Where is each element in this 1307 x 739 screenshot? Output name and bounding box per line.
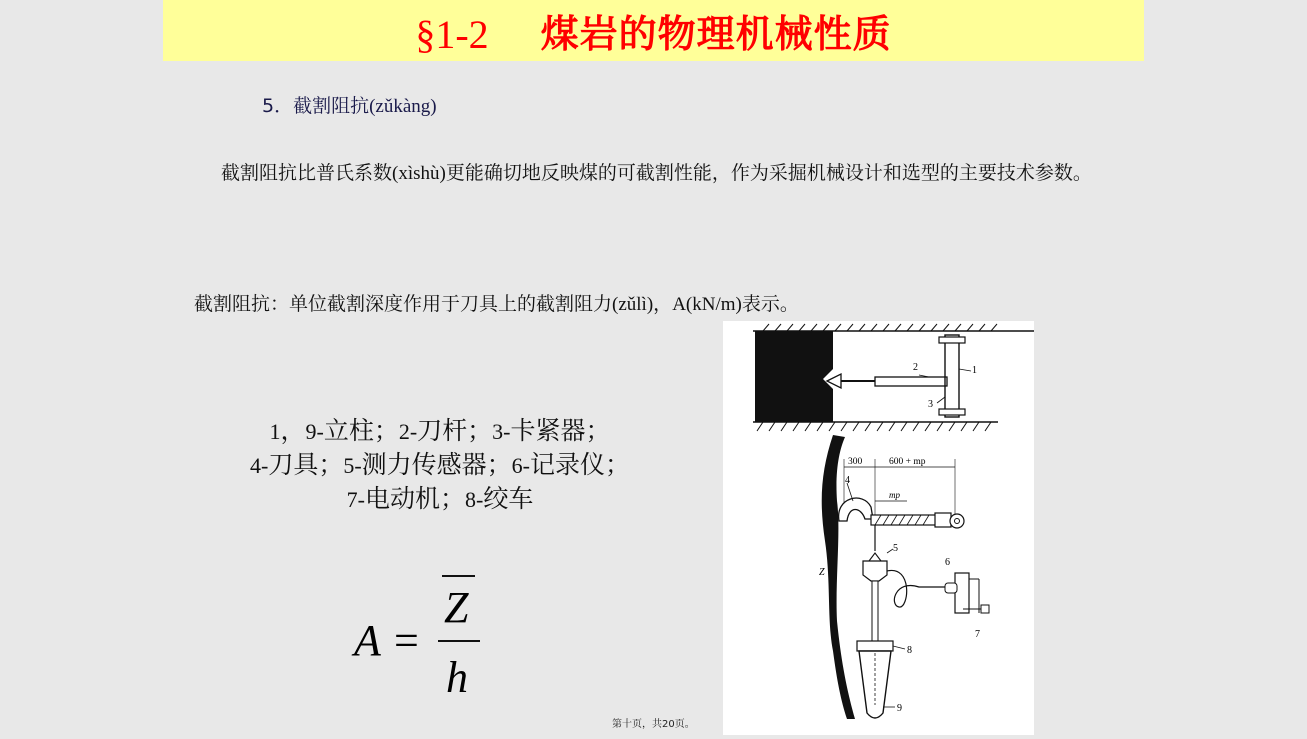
legend-sep: ，: [280, 416, 306, 445]
paragraph-part1: 截割阻抗比普氏系数: [221, 162, 393, 184]
dim-600: 600 + mp: [889, 457, 926, 467]
coal-face: [755, 331, 833, 422]
section-number: §1-2: [415, 12, 489, 57]
legend-text: 刀杆；: [417, 416, 493, 445]
definition-part1: 截割阻抗：单位截割深度作用于刀具上的截割阻力: [194, 293, 613, 315]
subheading-pinyin: (zǔkàng): [369, 96, 437, 117]
label-7: 7: [975, 629, 980, 640]
paragraph-part2: 更能确切地反映煤的可截割性能，作为采掘机械设计和选型的主要技术参数。: [445, 162, 1092, 184]
label-5: 5: [893, 543, 898, 554]
legend-num: 5-: [343, 453, 362, 478]
description-paragraph: [199, 160, 1144, 187]
label-9: 9: [897, 703, 902, 714]
label-4: 4: [845, 475, 850, 486]
floor-hatching: [757, 422, 991, 431]
slide-title-bar: [163, 0, 1144, 61]
legend-line-2: [180, 448, 700, 482]
label-6: 6: [945, 557, 950, 568]
dim-300: 300: [848, 457, 863, 467]
legend-num: 6-: [511, 453, 530, 478]
subheading-text: 5．截割阻抗: [262, 95, 370, 117]
page-footer: 第十页，共20页。: [612, 719, 695, 730]
legend-num: 9-: [305, 419, 324, 444]
cutting-resistance-formula: [350, 568, 510, 708]
definition-part2: 表示。: [741, 293, 799, 315]
cutter-bar: [875, 377, 947, 386]
legend-text: 刀具；: [268, 450, 344, 479]
formula-denominator: h: [446, 653, 468, 702]
legend-num: 8-: [465, 487, 484, 512]
legend-num: 7-: [346, 487, 365, 512]
label-8: 8: [907, 645, 912, 656]
legend-text: 绞车: [483, 484, 534, 513]
cutting-test-figure: [723, 321, 1034, 735]
slide-title: 煤岩的物理机械性质: [540, 12, 892, 56]
recorder: [955, 573, 969, 613]
force-sensor: [863, 561, 887, 581]
label-2: 2: [913, 362, 918, 373]
formula-lhs: A: [354, 616, 381, 665]
figure-legend: [180, 414, 700, 516]
label-3: 3: [928, 399, 933, 410]
coal-seam-profile: [822, 435, 855, 719]
signal-cable: [887, 570, 949, 607]
legend-num: 4-: [249, 453, 269, 478]
definition-sep: ，: [653, 293, 673, 315]
definition-line: [194, 289, 799, 316]
formula-equals: =: [394, 616, 419, 665]
label-mp: mp: [889, 490, 900, 500]
legend-num: 1: [269, 419, 281, 444]
winch: [857, 641, 893, 651]
legend-text: 记录仪；: [530, 450, 631, 479]
legend-text: 卡紧器；: [510, 416, 611, 445]
motor: [981, 605, 989, 613]
legend-text: 测力传感器；: [361, 450, 512, 479]
paragraph-pinyin: (xìshù): [392, 163, 446, 184]
subheading: [262, 91, 437, 118]
definition-pinyin: (zǔlì): [612, 294, 654, 315]
figure-diagram: [723, 321, 1034, 735]
label-z: Z: [819, 567, 825, 578]
roof-hatching: [763, 324, 997, 331]
legend-text: 电动机；: [364, 484, 465, 513]
definition-symbol: A(kN/m): [672, 294, 742, 315]
prop: [945, 335, 959, 417]
legend-num: 2-: [398, 419, 418, 444]
legend-text: 立柱；: [323, 416, 399, 445]
legend-line-3: [180, 482, 700, 516]
legend-num: 3-: [492, 419, 511, 444]
formula-numerator: Z: [444, 583, 469, 632]
legend-line-1: [180, 414, 700, 448]
label-1: 1: [972, 365, 977, 376]
